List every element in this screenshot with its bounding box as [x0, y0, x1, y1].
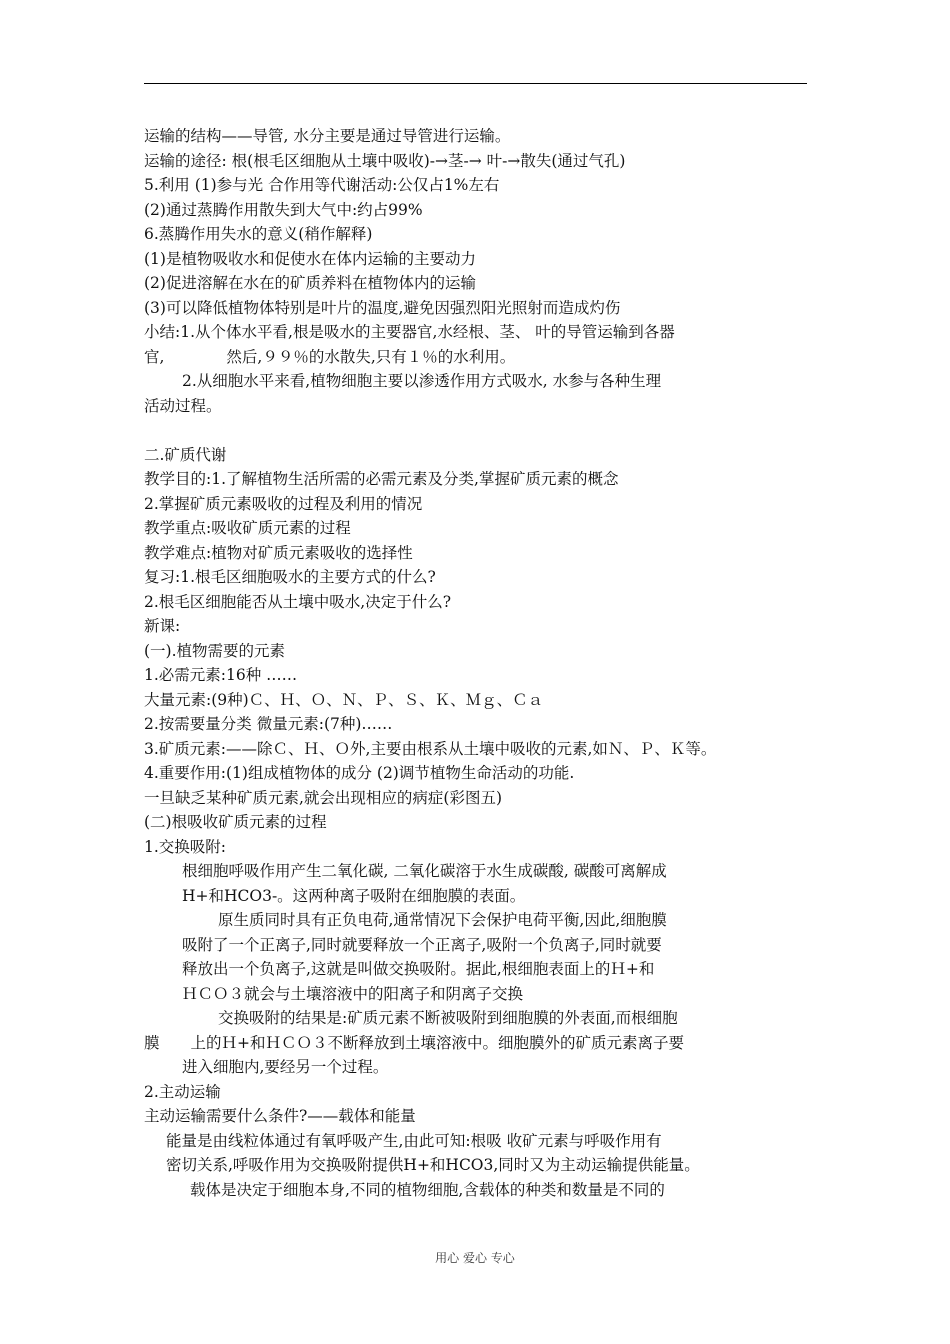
header-rule: [144, 83, 807, 84]
text-line: 一旦缺乏某种矿质元素,就会出现相应的病症(彩图五): [144, 788, 503, 807]
text-line: 2.主动运输: [144, 1082, 221, 1101]
text-line: 根细胞呼吸作用产生二氧化碳, 二氧化碳溶于水生成碳酸, 碳酸可离解成: [182, 862, 667, 880]
text-line: H+和HCO3-。这两种离子吸附在细胞膜的表面。: [182, 886, 526, 905]
document-body: [144, 124, 808, 1202]
text-line: (2)通过蒸腾作用散失到大气中:约占99%: [144, 200, 423, 219]
text-line: 密切关系,呼吸作用为交换吸附提供H+和HCO3,同时又为主动运输提供能量。: [166, 1156, 700, 1174]
text-line: 交换吸附的结果是:矿质元素不断被吸附到细胞膜的外表面,而根细胞: [218, 1009, 678, 1027]
text-line: 4.重要作用:(1)组成植物体的成分 (2)调节植物生命活动的功能.: [144, 764, 575, 782]
text-line: 教学难点:植物对矿质元素吸收的选择性: [144, 543, 413, 562]
text-line: (二)根吸收矿质元素的过程: [144, 813, 327, 831]
text-line: 载体是决定于细胞本身,不同的植物细胞,含载体的种类和数量是不同的: [190, 1180, 665, 1199]
text-line: 2.掌握矿质元素吸收的过程及利用的情况: [144, 494, 423, 513]
text-line: 5.利用 (1)参与光 合作用等代谢活动:公仅占1%左右: [144, 176, 500, 194]
text-line: (3)可以降低植物体特别是叶片的温度,避免因强烈阳光照射而造成灼伤: [144, 298, 621, 317]
text-line: ＨＣＯ３就会与土壤溶液中的阳离子和阴离子交换: [182, 984, 524, 1003]
text-line: 1.交换吸附:: [144, 837, 227, 856]
text-line: 能量是由线粒体通过有氧呼吸产生,由此可知:根吸 收矿元素与呼吸作用有: [166, 1131, 662, 1150]
text-line: 运输的途径: 根(根毛区细胞从土壤中吸收)-→茎-→ 叶-→散失(通过气孔): [144, 151, 626, 170]
text-line: 6.蒸腾作用失水的意义(稍作解释): [144, 225, 373, 243]
text-line: 新课:: [144, 617, 181, 635]
text-line: 官, 然后,９９％的水散失,只有１％的水利用。: [144, 347, 516, 366]
text-line: (一).植物需要的元素: [144, 641, 286, 660]
blank-line: [144, 418, 808, 443]
text-line: (2)促进溶解在水在的矿质养料在植物体内的运输: [144, 274, 476, 292]
page-footer: 用心 爱心 专心: [435, 1251, 515, 1265]
text-line: 教学目的:1.了解植物生活所需的必需元素及分类,掌握矿质元素的概念: [144, 470, 619, 488]
text-line: 2.按需要量分类 微量元素:(7种)……: [144, 715, 393, 733]
text-line: 教学重点:吸收矿质元素的过程: [144, 519, 351, 537]
text-line: 原生质同时具有正负电荷,通常情况下会保护电荷平衡,因此,细胞膜: [218, 911, 667, 929]
text-line: 释放出一个负离子,这就是叫做交换吸附。据此,根细胞表面上的Ｈ+和: [182, 960, 655, 978]
text-line: 吸附了一个正离子,同时就要释放一个正离子,吸附一个负离子,同时就要: [182, 935, 662, 954]
text-line: 1.必需元素:16种 ……: [144, 666, 298, 684]
text-line: 复习:1.根毛区细胞吸水的主要方式的什么?: [144, 568, 436, 586]
text-line: 主动运输需要什么条件?——载体和能量: [144, 1107, 416, 1125]
text-line: (1)是植物吸收水和促使水在体内运输的主要动力: [144, 249, 476, 268]
text-line: 膜 上的Ｈ+和ＨＣＯ３不断释放到土壤溶液中。细胞膜外的矿质元素离子要: [144, 1033, 684, 1052]
text-line: 运输的结构——导管, 水分主要是通过导管进行运输。: [144, 127, 511, 145]
text-line: 2.从细胞水平来看,植物细胞主要以渗透作用方式吸水, 水参与各种生理: [182, 372, 662, 390]
text-line: 进入细胞内,要经另一个过程。: [182, 1058, 389, 1076]
text-line: 2.根毛区细胞能否从土壤中吸水,决定于什么?: [144, 592, 452, 611]
section-heading: 二.矿质代谢: [144, 445, 227, 464]
text-line: 活动过程。: [144, 396, 222, 415]
text-line: 大量元素:(9种)Ｃ、Ｈ、Ｏ、Ｎ、Ｐ、Ｓ、Ｋ、Ｍｇ、Ｃａ: [144, 690, 544, 709]
text-line: 3.矿质元素:——除Ｃ、Ｈ、Ｏ外,主要由根系从土壤中吸收的元素,如Ｎ、Ｐ、Ｋ等。: [144, 739, 717, 758]
text-line: 小结:1.从个体水平看,根是吸水的主要器官,水经根、茎、 叶的导管运输到各器: [144, 323, 675, 341]
